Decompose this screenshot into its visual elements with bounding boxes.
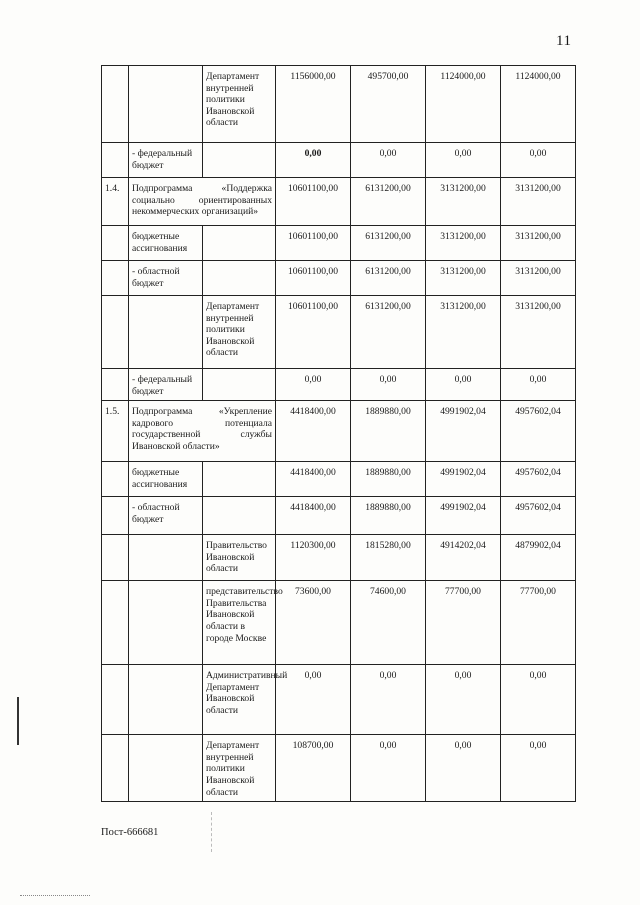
amount-cell-year-2: 6131200,00 [351,261,426,296]
subprogram-name-cell: Подпрограмма «Укрепление кадрового потенциала государственной службы Ивановской области» [129,401,276,462]
row-number-cell [102,369,129,401]
table-row [102,497,576,535]
table-row [102,581,576,665]
amount-cell-year-4: 4957602,04 [501,497,576,535]
amount-cell-year-4: 0,00 [501,665,576,735]
table-row [102,178,576,226]
amount-cell-year-1: 0,00 [276,143,351,178]
funding-source-cell [129,535,203,581]
funding-source-cell: - областной бюджет [129,497,203,535]
amount-cell-year-4: 0,00 [501,369,576,401]
table-row [102,401,576,462]
executor-cell [203,226,276,261]
amount-cell-year-2: 0,00 [351,665,426,735]
executor-cell: Департамент внутренней политики Ивановской области [203,296,276,369]
executor-cell [203,261,276,296]
row-number-cell [102,665,129,735]
amount-cell-year-3: 0,00 [426,143,501,178]
subprogram-name-cell: Подпрограмма «Поддержка социально ориентированных некоммерческих организаций» [129,178,276,226]
budget-table-body [102,66,576,802]
executor-cell: Административный Департамент Ивановской области [203,665,276,735]
amount-cell-year-2: 6131200,00 [351,296,426,369]
amount-cell-year-4: 3131200,00 [501,261,576,296]
table-row [102,535,576,581]
amount-cell-year-3: 0,00 [426,735,501,802]
row-number-cell [102,296,129,369]
table-row [102,143,576,178]
row-number-cell: 1.5. [102,401,129,462]
amount-cell-year-2: 1889880,00 [351,401,426,462]
row-number-cell [102,143,129,178]
amount-cell-year-3: 4914202,04 [426,535,501,581]
funding-source-cell: - федеральный бюджет [129,143,203,178]
amount-cell-year-3: 3131200,00 [426,178,501,226]
amount-cell-year-3: 3131200,00 [426,261,501,296]
amount-cell-year-2: 1889880,00 [351,462,426,497]
funding-source-cell: бюджетные ассигнования [129,462,203,497]
amount-cell-year-2: 6131200,00 [351,226,426,261]
amount-cell-year-2: 0,00 [351,369,426,401]
funding-source-cell [129,665,203,735]
executor-cell [203,462,276,497]
funding-source-cell [129,66,203,143]
amount-cell-year-2: 0,00 [351,735,426,802]
amount-cell-year-4: 4879902,04 [501,535,576,581]
amount-cell-year-3: 1124000,00 [426,66,501,143]
amount-cell-year-4: 3131200,00 [501,296,576,369]
amount-cell-year-4: 4957602,04 [501,462,576,497]
amount-cell-year-4: 1124000,00 [501,66,576,143]
amount-cell-year-4: 0,00 [501,143,576,178]
amount-cell-year-2: 6131200,00 [351,178,426,226]
amount-cell-year-1: 10601100,00 [276,178,351,226]
amount-cell-year-4: 0,00 [501,735,576,802]
table-row [102,735,576,802]
amount-cell-year-4: 77700,00 [501,581,576,665]
executor-cell [203,497,276,535]
table-row [102,226,576,261]
amount-cell-year-1: 1120300,00 [276,535,351,581]
scan-margin-mark [17,697,19,745]
amount-cell-year-3: 77700,00 [426,581,501,665]
amount-cell-year-3: 4991902,04 [426,462,501,497]
amount-cell-year-2: 0,00 [351,143,426,178]
amount-cell-year-2: 495700,00 [351,66,426,143]
executor-cell: Правительство Ивановской области [203,535,276,581]
amount-cell-year-1: 108700,00 [276,735,351,802]
amount-cell-year-2: 74600,00 [351,581,426,665]
amount-cell-year-4: 3131200,00 [501,178,576,226]
funding-source-cell [129,296,203,369]
row-number-cell [102,66,129,143]
row-number-cell [102,735,129,802]
amount-cell-year-1: 10601100,00 [276,261,351,296]
amount-cell-year-3: 3131200,00 [426,226,501,261]
document-code: Пост-666681 [101,827,159,838]
row-number-cell [102,535,129,581]
scan-artifact-line [211,812,212,852]
amount-cell-year-2: 1815280,00 [351,535,426,581]
amount-cell-year-3: 4991902,04 [426,497,501,535]
amount-cell-year-1: 0,00 [276,665,351,735]
row-number-cell: 1.4. [102,178,129,226]
amount-cell-year-1: 4418400,00 [276,462,351,497]
row-number-cell [102,497,129,535]
amount-cell-year-1: 0,00 [276,369,351,401]
row-number-cell [102,462,129,497]
table-row [102,462,576,497]
table-row [102,665,576,735]
amount-cell-year-1: 1156000,00 [276,66,351,143]
executor-cell [203,369,276,401]
funding-source-cell: бюджетные ассигнования [129,226,203,261]
amount-cell-year-3: 3131200,00 [426,296,501,369]
funding-source-cell [129,581,203,665]
funding-source-cell [129,735,203,802]
amount-cell-year-1: 4418400,00 [276,401,351,462]
table-row [102,261,576,296]
funding-source-cell: - областной бюджет [129,261,203,296]
page-number: 11 [556,33,572,49]
executor-cell: Департамент внутренней политики Ивановской области [203,735,276,802]
amount-cell-year-4: 4957602,04 [501,401,576,462]
amount-cell-year-1: 73600,00 [276,581,351,665]
row-number-cell [102,261,129,296]
amount-cell-year-2: 1889880,00 [351,497,426,535]
executor-cell: представительство Правительства Ивановской области в городе Москве [203,581,276,665]
amount-cell-year-3: 0,00 [426,369,501,401]
row-number-cell [102,226,129,261]
budget-table [101,65,576,802]
amount-cell-year-3: 0,00 [426,665,501,735]
table-row [102,66,576,143]
scan-artifact-dots [20,895,90,897]
executor-cell [203,143,276,178]
executor-cell: Департамент внутренней политики Ивановской области [203,66,276,143]
table-row [102,296,576,369]
amount-cell-year-1: 10601100,00 [276,296,351,369]
amount-cell-year-1: 4418400,00 [276,497,351,535]
table-row [102,369,576,401]
amount-cell-year-3: 4991902,04 [426,401,501,462]
row-number-cell [102,581,129,665]
amount-cell-year-1: 10601100,00 [276,226,351,261]
amount-cell-year-4: 3131200,00 [501,226,576,261]
funding-source-cell: - федеральный бюджет [129,369,203,401]
